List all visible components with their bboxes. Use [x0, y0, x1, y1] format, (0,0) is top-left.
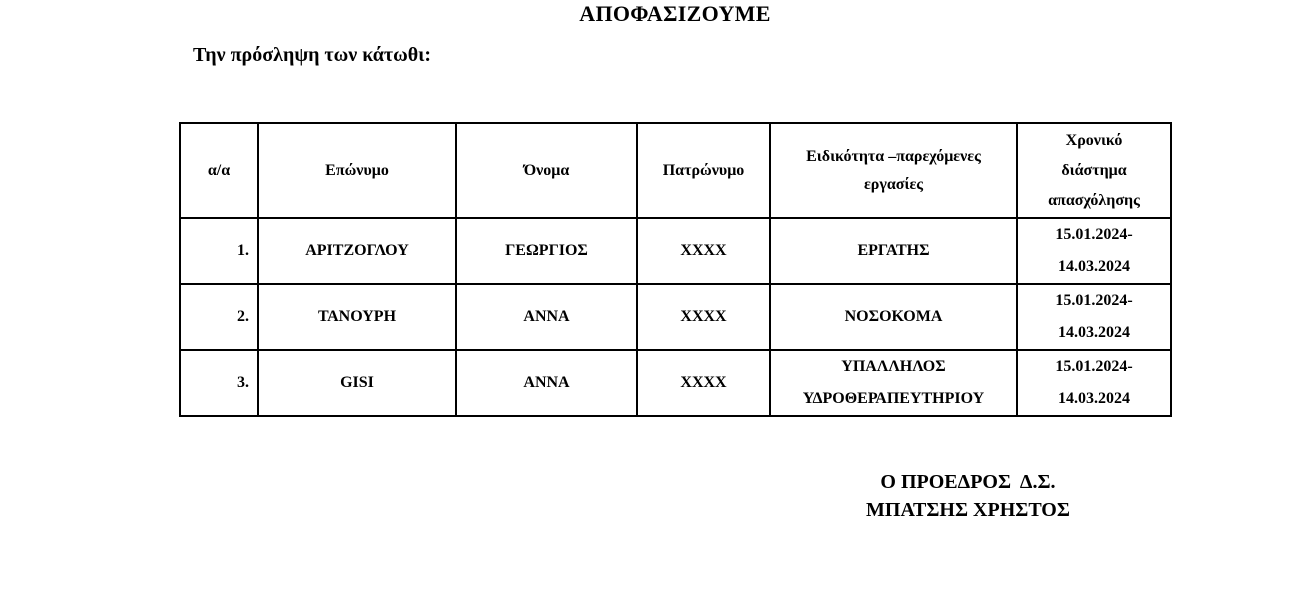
cell-specialty-line: ΥΔΡΟΘΕΡΑΠΕΥΤΗΡΙΟΥ [802, 390, 985, 407]
cell-period [1017, 350, 1171, 416]
signature-name: ΜΠΑΤΣΗΣ ΧΡΗΣΤΟΣ [866, 499, 1070, 521]
cell-period-line: 15.01.2024- [1055, 358, 1133, 375]
header-specialty [770, 123, 1017, 218]
header-specialty-line: εργασίες [863, 175, 924, 193]
cell-period-line: 14.03.2024 [1058, 258, 1130, 275]
cell-patronymic: ΧΧΧΧ [637, 218, 770, 284]
table-row [180, 218, 1171, 284]
header-aa: α/α [180, 123, 258, 218]
cell-period-line: 14.03.2024 [1058, 324, 1130, 341]
table-row [180, 284, 1171, 350]
cell-surname: ΤΑΝΟΥΡΗ [258, 284, 456, 350]
table-header-row [180, 123, 1171, 218]
cell-specialty [770, 350, 1017, 416]
cell-specialty [770, 218, 1017, 284]
header-specialty-line: Ειδικότητα –παρεχόμενες [806, 147, 981, 165]
cell-period [1017, 284, 1171, 350]
header-period-line: Χρονικό [1065, 131, 1123, 149]
cell-patronymic: ΧΧΧΧ [637, 284, 770, 350]
cell-specialty [770, 284, 1017, 350]
cell-period [1017, 218, 1171, 284]
cell-period-line: 14.03.2024 [1058, 390, 1130, 407]
cell-period-line: 15.01.2024- [1055, 226, 1133, 243]
hiring-table [179, 122, 1172, 417]
cell-specialty-line: ΕΡΓΑΤΗΣ [857, 242, 930, 259]
cell-patronymic: ΧΧΧΧ [637, 350, 770, 416]
signature-block [838, 468, 1098, 524]
cell-period-line: 15.01.2024- [1055, 292, 1133, 309]
cell-surname: GISI [258, 350, 456, 416]
header-period [1017, 123, 1171, 218]
cell-name: ΓΕΩΡΓΙΟΣ [456, 218, 637, 284]
cell-aa: 1. [180, 218, 258, 284]
header-period-line: απασχόλησης [1048, 191, 1140, 209]
cell-name: ΑΝΝΑ [456, 350, 637, 416]
intro-text: Την πρόσληψη των κάτωθι: [193, 44, 432, 66]
header-patronymic: Πατρώνυμο [637, 123, 770, 218]
signature-title: Ο ΠΡΟΕΔΡΟΣ Δ.Σ. [880, 471, 1056, 493]
header-name: Όνομα [456, 123, 637, 218]
cell-specialty-line: ΥΠΑΛΛΗΛΟΣ [841, 358, 946, 375]
cell-name: ΑΝΝΑ [456, 284, 637, 350]
document-heading: ΑΠΟΦΑΣΙΖΟΥΜΕ [579, 1, 771, 26]
cell-specialty-line: ΝΟΣΟΚΟΜΑ [844, 308, 943, 325]
cell-surname: ΑΡΙΤΖΟΓΛΟΥ [258, 218, 456, 284]
table-row [180, 350, 1171, 416]
cell-aa: 3. [180, 350, 258, 416]
header-surname: Επώνυμο [258, 123, 456, 218]
header-period-line: διάστημα [1061, 161, 1127, 179]
cell-aa: 2. [180, 284, 258, 350]
